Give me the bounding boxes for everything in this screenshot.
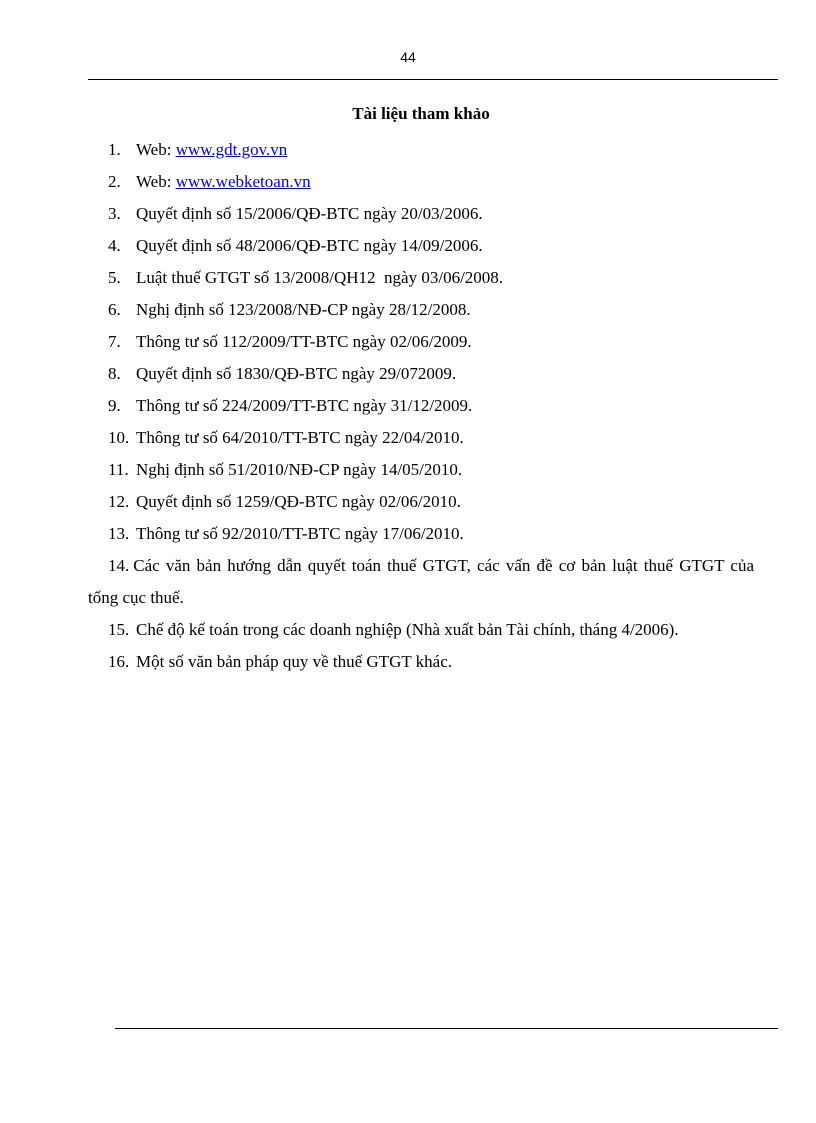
footer-divider xyxy=(115,1028,778,1029)
item-number: 8. xyxy=(108,364,121,383)
item-text: Chế độ kế toán trong các doanh nghiệp (Nhà xuất bản Tài chính, tháng 4/2006). xyxy=(136,620,679,639)
item-text: Nghị định số 123/2008/NĐ-CP ngày 28/12/2008. xyxy=(136,300,471,319)
gdt-link[interactable]: www.gdt.gov.vn xyxy=(175,140,288,159)
reference-item xyxy=(88,550,754,614)
webketoan-link[interactable]: www.webketoan.vn xyxy=(175,172,311,191)
item-number: 9. xyxy=(108,396,121,415)
item-text: Luật thuế GTGT số 13/2008/QH12 ngày 03/06/2008. xyxy=(136,268,504,287)
item-number: 11. xyxy=(108,460,129,479)
item-text: Quyết định số 48/2006/QĐ-BTC ngày 14/09/2006. xyxy=(136,236,483,255)
header-divider xyxy=(88,79,778,80)
item-number: 7. xyxy=(108,332,121,351)
item-number: 16. xyxy=(108,652,130,671)
item-text: Các văn bản hướng dẫn quyết toán thuế GTGT, các vấn đề cơ bản luật thuế GTGT của tổng cục thuế. xyxy=(88,556,754,607)
item-text: Quyết định số 1259/QĐ-BTC ngày 02/06/2010. xyxy=(136,492,461,511)
item-prefix: Web: xyxy=(136,172,176,191)
item-text: Thông tư số 112/2009/TT-BTC ngày 02/06/2009. xyxy=(136,332,472,351)
page-number: 44 xyxy=(400,49,416,65)
references-title: Tài liệu tham khảo xyxy=(352,104,490,123)
item-number: 10. xyxy=(108,428,130,447)
item-text: Thông tư số 224/2009/TT-BTC ngày 31/12/2009. xyxy=(136,396,473,415)
item-number: 2. xyxy=(108,172,121,191)
item-text: Thông tư số 92/2010/TT-BTC ngày 17/06/2010. xyxy=(136,524,464,543)
item-text: Thông tư số 64/2010/TT-BTC ngày 22/04/2010. xyxy=(136,428,464,447)
item-text: Nghị định số 51/2010/NĐ-CP ngày 14/05/2010. xyxy=(136,460,463,479)
item-number: 5. xyxy=(108,268,121,287)
item-number: 12. xyxy=(108,492,130,511)
item-text: Một số văn bản pháp quy về thuế GTGT khác. xyxy=(136,652,453,671)
item-number: 4. xyxy=(108,236,121,255)
item-prefix: Web: xyxy=(136,140,176,159)
item-text: Quyết định số 1830/QĐ-BTC ngày 29/072009. xyxy=(136,364,457,383)
item-number: 1. xyxy=(108,140,121,159)
item-number: 14. xyxy=(108,556,130,575)
item-text: Quyết định số 15/2006/QĐ-BTC ngày 20/03/2006. xyxy=(136,204,483,223)
item-number: 13. xyxy=(108,524,130,543)
item-number: 6. xyxy=(108,300,121,319)
item-number: 3. xyxy=(108,204,121,223)
item-number: 15. xyxy=(108,620,130,639)
